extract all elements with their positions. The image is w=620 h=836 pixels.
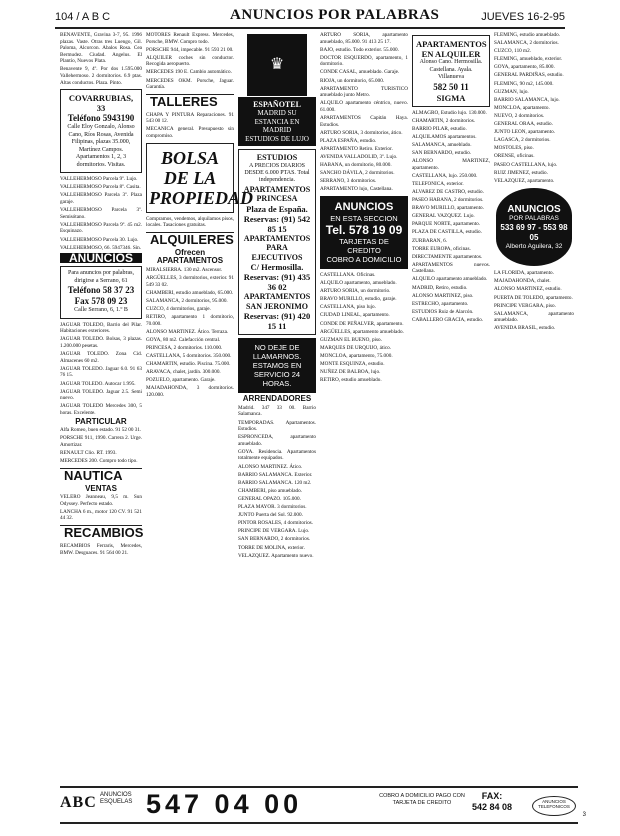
classified-ad: HABANA, un dormitorio, 80.000. (320, 162, 392, 169)
classified-ad: RECAMBIOS Ferraris, Mercedes, BMW. Desguaces. 91 564 00 21. (60, 543, 142, 556)
fax-label: FAX: (481, 791, 503, 801)
classified-ad: JAGUAR TOLEDO, Barrio del Pilar. Habitaciones exteriores. (60, 321, 142, 335)
classified-ad: ALQUILAMOS apartamentos. (412, 133, 477, 140)
classified-ad: MERCEDES 200. Compro todo tipo. (60, 457, 138, 464)
box-ad-text: Calle Eloy Gonzalo, Alonso Cano, Ríos Rosas, Avenida Filipinas, plazas 35.000, Martínez Campos. Apartamentos 1, 2, 3 dormitorios. Visitas. (67, 124, 135, 168)
classified-ad: GENERAL OPAZO. 105.000. (238, 495, 301, 502)
classified-ad: ALQUILER coches sin conductor. Recogida aeropuerto. (146, 54, 234, 68)
classified-ad: BARRIO SALAMANCA. Exterior. (238, 471, 313, 478)
classified-ad: CHAMARTIN, 2 dormitorios. (412, 117, 476, 124)
classified-ad: MARQUES DE URQUIJO, ático. (320, 344, 392, 351)
classified-ad: ARTURO SORIA, un dormitorio. (320, 288, 391, 295)
classified-ad: VALLEHERMOSO Parcela 9º. Lujo. (60, 176, 138, 183)
box-heading: ESTUDIOS (256, 153, 298, 162)
classified-ad: TORRE EUROPA, oficinas. (412, 245, 471, 252)
covarrubias-box-ad (60, 89, 142, 173)
footer-subtitle: ANUNCIOS ESQUELAS (100, 792, 133, 805)
classified-ad: CUZCO, 110 m2. (494, 48, 531, 55)
classified-ad: GENERAL ORAA, estudio. (494, 121, 553, 128)
particular-label: PARTICULAR (75, 416, 127, 426)
classified-ad: MECANICA general. Presupuesto sin compromiso. (146, 126, 234, 140)
classified-ad: TELEFONICA, exterior. (412, 180, 464, 187)
classified-ad: RIOJA, un dormitorio, 65.000. (320, 77, 385, 84)
classified-ad: FLEMING, estudio amueblado. (494, 32, 560, 38)
classified-ad: PLAZA DE CASTILLA, estudio. (412, 229, 482, 236)
fax-number: 542 84 08 (472, 802, 513, 812)
classified-ad: APARTAMENTOS nuevos. Castellana. (412, 261, 490, 275)
box-ad-name: SIGMA (436, 92, 466, 103)
classified-ad: APARTAMENTO Retiro. Exterior. (320, 145, 393, 152)
classified-ad: PLAZA ESPAÑA, estudio. (320, 137, 377, 144)
box-ad-phone: 582 50 11 (433, 81, 469, 92)
column-2 (146, 32, 254, 722)
classified-ad: LANCHA 6 m., motor 120 CV. 91 521 44 32. (60, 508, 142, 522)
classified-ad: Benavente 9, 4º. Por dos 1.595.000 Vallehermoso. 2 dormitorios. 6.9 ptas. Altas conductos. Plaza. Pinto. (60, 66, 142, 86)
promo-subtitle: EN ESTA SECCION (330, 213, 398, 223)
classified-ad: SALAMANCA, 2 dormitorios. (494, 40, 559, 47)
apartamentos-label: APARTAMENTOS (156, 256, 224, 266)
column-3 (238, 32, 316, 722)
classified-ad: POZUELO, apartamento. Garaje. (146, 377, 216, 384)
classified-ad: VELERO Jeanneau, 9,5 m. Sun Odyssey. Perfecto estado. (60, 494, 142, 507)
classified-ad: ARGÜELLES, apartamento amueblado. (320, 328, 404, 335)
hotel-tagline: MADRID SU ESTANCIA EN MADRID (254, 109, 300, 134)
classified-ad: CHAMARTIN, estudio. Piscina. 75.000. (146, 361, 231, 368)
classified-ad: MERCEDES 190 E. Cambio automático. (146, 69, 232, 76)
classified-ad: RENAULT Clio. RT. 1993. (60, 449, 117, 456)
classified-ad: ESTUDIOS Ruiz de Alarcón. (412, 308, 474, 315)
classified-ad: ALONSO MARTINEZ, estudio. (494, 286, 562, 293)
classified-ad: ALQUILO apartamento amueblado. (412, 276, 488, 283)
classified-ad: GOYA. Residencia. Apartamentos totalmente equipados. (238, 448, 316, 462)
classified-ad: RUIZ JIMENEZ, estudio. (494, 169, 548, 176)
classified-ad: MOTORES Renault Express. Mercedes, Porsche, BMW. Compro todo. (146, 32, 234, 45)
page-header (55, 5, 565, 29)
contact-address: Calle Serrano, 6, 1.º B (74, 307, 128, 314)
bolsa-propiedad-ad: BOLSA DE LA PROPIEDAD (146, 143, 234, 213)
classified-ad: TEMPORADAS. Apartamentos. Estudios. (238, 419, 316, 433)
promo-cards: TARJETAS DE CREDITO (339, 236, 389, 255)
promo-title: NO DEJE DE LLAMARNOS. ESTAMOS EN SERVICIO 24 HORAS. (252, 343, 302, 389)
classified-ad: CUZCO, 4 dormitorios, garaje. (146, 305, 211, 312)
classified-ad: Compramos, vendemos, alquilamos pisos, locales. Tasaciones gratuitas. (146, 215, 234, 229)
classified-ad: VALLEHERMOSO Parcela 3º. Plaza garaje. (60, 192, 142, 206)
promo-subtitle: POR PALABRAS (509, 214, 559, 222)
classified-ad: PUERTA DE TOLEDO, apartamento. (494, 294, 573, 301)
classified-ad: MOSTOLES, piso. (494, 145, 534, 152)
classified-ad: MAJADAHONDA, chalet. (494, 278, 551, 285)
apartamentos-ejecutivos-ad (238, 149, 316, 335)
classified-ad: GUZMAN EL BUENO, piso. (320, 336, 382, 343)
classified-ad: JAGUAR TOLEDO. Jaguar 6.0. 91 63 76 15. (60, 365, 142, 379)
classified-ad: CASTELLANA, 5 dormitorios. 350.000. (146, 353, 232, 360)
promo-title: ANUNCIOS (334, 200, 394, 213)
classified-ad: ALONSO MARTINEZ. Ático. Terraza. (146, 328, 229, 335)
footer-phone: 547 04 00 (146, 789, 303, 819)
classified-ad: MONTE ESQUINZA, estudio. (320, 361, 385, 367)
box-heading: APARTAMENTOS PARA EJECUTIVOS (243, 233, 311, 262)
classified-ad: PRINCIPE VERGARA, piso. (494, 302, 556, 309)
classified-ad: AVENIDA BRASIL, estudio. (494, 325, 556, 332)
classified-ad: ORENSE, oficinas. (494, 153, 535, 160)
box-phone: Reservas: (91) 420 15 11 (243, 311, 311, 332)
classified-ad: Alfa Romeo, buen estado. 91 52 00 31. (60, 427, 142, 434)
classified-ad: GOYA, 80 m2. Calefacción central. (146, 336, 221, 343)
classified-ad: ALMAGRO, Estudio lujo. 130.000. (412, 109, 487, 116)
classified-ad: VALLEHERMOSO, 66. 5947346. Sin. (60, 244, 142, 251)
classified-ad: GENERAL PARDIÑAS, estudio. (494, 72, 564, 79)
classified-ad: ARTURO SORIA, 3 dormitorios, ático. (320, 129, 403, 136)
classified-ad: CABALLERO GRACIA, estudio. (412, 316, 484, 323)
classified-ad: JAGUAR TOLEDO. Bolsas, 3 plazas. 1.200.000 pesetas. (60, 336, 142, 350)
classified-ad: CHAMBERI, estudio amueblado, 65.000. (146, 289, 234, 296)
hotel-crest-icon: ♛ (247, 34, 307, 96)
classified-ad: BRAVO MURILLO, apartamento. (412, 205, 484, 212)
section-alquileres: ALQUILERES (146, 232, 234, 247)
column-5 (412, 32, 490, 722)
classified-ad: CIUDAD LINEAL, apartamento. (320, 312, 390, 319)
classified-ad: PORSCHE 944, impecable. 91 593 21 00. (146, 46, 234, 53)
hotel-sub: ESTUDIOS DE LUJO (245, 134, 309, 143)
espanotel-ad (238, 97, 316, 146)
classified-ad: SANCHO DÁVILA, 2 dormitorios. (320, 170, 395, 177)
classified-ad: VALLEHERMOSO Parcela 30. Lujo. (60, 236, 139, 243)
contact-fax: Fax 578 09 23 (74, 296, 128, 307)
classified-ad: BARRIO SALAMANCA, lujo. (494, 96, 560, 103)
classified-ad: MERCEDES OKM. Porsche, Jaguar. Garantía. (146, 77, 234, 91)
classified-ad: JUNTO LEON, apartamento. (494, 129, 555, 136)
classified-ad: GOYA, apartamento, 85.000. (494, 64, 555, 71)
classified-ad: NUÑEZ DE BALBOA, lujo. (320, 369, 381, 376)
classified-ad: PARQUE NORTE, apartamento. (412, 221, 481, 228)
contact-phone: Teléfono 58 37 23 (67, 285, 135, 296)
classified-ad: CHAPA Y PINTURA Reparaciones. 91 543 00 12. (146, 111, 234, 125)
column-4 (320, 32, 408, 722)
classified-ad: ZURBARAN, 6. (412, 237, 448, 244)
page-number: 3 (582, 812, 586, 818)
classified-ad: ALONSO MARTINEZ, apartamento. (412, 158, 490, 171)
classified-ad: ARAVACA, chalet, jardín. 300.000. (146, 369, 221, 376)
classified-ad: MIRALSIERRA. 130 m2. Ascensor. (146, 267, 223, 273)
classified-ad: BRAVO MURILLO, estudio, garaje. (320, 296, 397, 303)
classified-ad: AVENIDA VALLADOLID, 3º. Lujo. (320, 154, 398, 160)
box-ad-title: APARTAMENTOS EN ALQUILER (416, 39, 487, 59)
classified-ad: PRINCESA, 2 dormitorios. 110.000. (146, 344, 223, 351)
classified-ad: MAJADAHONDA, 3 dormitorios. 120.000. (146, 385, 234, 398)
arrendadores-label: ARRENDADORES (242, 394, 312, 404)
box-phone: Plaza de España. Reservas: (91) 542 85 15 (243, 203, 311, 234)
section-title: ANUNCIOS POR PALABRAS (230, 7, 440, 23)
classified-ad: ESPRONCEDA, apartamento amueblado. (238, 434, 316, 447)
anuncios-seccion-ad (320, 196, 408, 269)
classified-ad: CONDE CASAL, amueblado. Garaje. (320, 69, 400, 76)
classified-ad: PASEO CASTELLANA, lujo. (494, 161, 558, 168)
classified-ad: SALAMANCA, amueblado. (412, 141, 472, 148)
classified-ad: BARRIO PILAR, estudio. (412, 125, 467, 132)
classified-ad: ALONSO MARTINEZ. Ático. (238, 463, 303, 470)
column-1 (60, 32, 142, 722)
box-text: A PRECIOS DIARIOS DESDE 6.000 PTAS. Total independencia. (244, 162, 310, 184)
classified-ad: VALLEHERMOSO Parcela 3º. Semisótano. (60, 207, 142, 220)
promo-title: ANUNCIOS (507, 203, 561, 215)
classified-ad: BARRIO SALAMANCA. 120 m2. (238, 479, 312, 486)
classified-ad: FLEMING, amueblado, exterior. (494, 56, 563, 63)
classified-ad: APARTAMENTOS Capitán Haya. Estudios. (320, 115, 408, 128)
classified-ad: ESTRECHO, apartamento. (412, 300, 469, 307)
box-ad-phone: Teléfono 5943190 (67, 113, 135, 124)
classified-ad: MONCLOA, apartamento, 75.000. (320, 352, 393, 359)
classified-ad: DOCTOR ESQUERDO, apartamento, 1 dormitorio. (320, 54, 408, 68)
box-heading: APARTAMENTOS PRINCESA (243, 184, 311, 204)
classified-ad: VELAZQUEZ. Apartamento nuevo. (238, 552, 314, 559)
classified-ad: SAN BERNARDO, 2 dormitorios. (238, 536, 311, 543)
page-folio: 104 / A B C (55, 11, 111, 23)
ofrecen-label: Ofrecen (174, 247, 206, 257)
classified-ad: CASTELLANA. Oficinas. (320, 271, 376, 278)
classified-ad: RETIRO, estudio amueblado. (320, 377, 382, 384)
classified-ad: TORRE DE MOLINA, exterior. (238, 544, 305, 551)
section-recambios: RECAMBIOS (60, 525, 142, 540)
classified-ad: RETIRO, apartamento 1 dormitorio, 70.000. (146, 314, 234, 327)
classified-ad: GENERAL VAZQUEZ. Lujo. (412, 213, 475, 220)
footer-banner (60, 786, 578, 824)
classified-ad: JAGUAR TOLEDO. Zona Cid. Almacenes 60 m2. (60, 351, 142, 364)
sigma-box-ad (412, 35, 490, 107)
promo-phone: 533 69 97 - 553 98 05 (500, 222, 568, 242)
promo-phone: Tel. 578 19 09 (325, 222, 403, 237)
footer-payment-info: COBRO A DOMICILIO PAGO CON TARJETA DE CREDITO (379, 793, 465, 806)
classified-ad: BAJO, estudio. Todo exterior. 55.000. (320, 46, 399, 53)
footer-fax (472, 791, 512, 813)
classified-ad: ALQUILO apartamento céntrico, nuevo. 61.000. (320, 100, 408, 113)
box-heading: APARTAMENTOS SAN JERONIMO (243, 292, 311, 311)
classified-ad: SERRANO, 3 dormitorios. (320, 178, 377, 185)
classified-ad: PINTOR ROSALES, 4 dormitorios. (238, 520, 313, 527)
classified-ad: CONDE DE PEÑALVER, apartamento. (320, 320, 404, 327)
classified-ad: CHAMBERI, piso amueblado. (238, 487, 302, 494)
section-nautica: NAUTICA (60, 468, 142, 483)
classified-ad: GUZMAN, lujo. (494, 88, 529, 95)
telephone-badge-icon: ANUNCIOS TELEFONICOS (532, 796, 576, 816)
classified-ad: NUEVO, 2 dormitorios. (494, 112, 545, 119)
classified-ad: FLEMING, 90 m2, 145.000. (494, 80, 554, 87)
classified-ad: JAGUAR TOLEDO. Autocar 1.995. (60, 380, 136, 387)
classified-ad: ARTURO SORIA, apartamento amueblado, 85.000. 91 413 25 17. (320, 32, 408, 45)
hotel-name: ESPAÑOTEL (253, 100, 301, 109)
classified-ad: APARTAMENTO TURISTICO amueblado junto Metro. (320, 85, 408, 99)
ventas-label: VENTAS (85, 483, 117, 493)
classified-ad: JUNTO Puerta del Sol. 92.000. (238, 512, 303, 519)
classified-ad: SALAMANCA, 2 dormitorios, 95.000. (146, 297, 228, 304)
classified-ad: MONCLOA, apartamento. (494, 104, 550, 111)
classified-ad: LA FLORIDA, apartamento. (494, 270, 554, 277)
anuncios-palabras-ad (496, 188, 572, 266)
classified-ad: VALLEHERMOSO Parcela 8º. Casita. (60, 184, 141, 191)
classified-ad: ALVAREZ DE CASTRO, estudio. (412, 188, 484, 195)
promo-address: Alberto Aguilera, 32 (505, 242, 563, 250)
classified-ad: DIRECTAMENTE apartamentos. (412, 253, 483, 260)
section-talleres: TALLERES (146, 94, 234, 109)
box-ad-text: Alonso Cano. Hermosilla. Castellana. Ayala. Villanueva (419, 59, 483, 80)
classified-ad: PORSCHE 911, 1990. Carrera 2. Urge. Amortizar. (60, 435, 142, 448)
classified-ad: JAGUAR TOLEDO. Jaguar 2.5. Semi nuevo. (60, 388, 142, 402)
classified-ad: MADRID, Retiro, estudio. (412, 284, 468, 291)
box-ad-title: COVARRUBIAS, 33 (68, 93, 134, 114)
abc-logo: ABC (60, 794, 97, 811)
anuncios-banner: ANUNCIOS (60, 253, 142, 264)
classified-ad: JAGUAR TOLEDO Mercedes 300, 5 horas. Excelente. (60, 403, 142, 416)
contact-text: Para anuncios por palabras, dirigirse a Serrano, 61 (68, 270, 134, 284)
classified-ad: ALQUILO apartamento, amueblado. (320, 280, 397, 287)
classified-ad: VELAZQUEZ, apartamento. (494, 177, 555, 184)
classified-ad: ARGÜELLES, 3 dormitorios, exterior. 91 549 33 02. (146, 275, 234, 288)
classified-ad: PRINCIPE DE VERGARA. Lujo. (238, 528, 310, 535)
classified-ad: LAGASCA, 2 dormitorios. (494, 137, 551, 144)
column-6 (494, 32, 574, 722)
servicio-24h-ad (238, 338, 316, 393)
classified-ad: ALONSO MARTINEZ, piso. (412, 292, 474, 299)
classified-ad: VALLEHERMOSO Parcela 9º. 45 m2. Esquinazo. (60, 221, 142, 235)
classified-ad: BENAVENTE, Gravina 3-7, 95. 1996 plazas. Vaste. Otras tres Luengo, Gil. Paloma, Alcorcon. Abalos Rosa. Cea Bermudez. Ciudad. Angelus. El Plantío, Nuevos Plata. (60, 32, 142, 65)
classified-ad: PLAZA MAYOR. 3 dormitorios. (238, 504, 307, 511)
classified-ad: APARTAMENTO lujo, Castellana. (320, 186, 393, 193)
classified-ad: PASEO HABANA, 2 dormitorios. (412, 197, 484, 204)
classified-ad: CASTELLANA, lujo. 250.000. (412, 172, 478, 179)
promo-cobro: COBRO A DOMICILIO (326, 254, 402, 264)
anuncios-contact-box (60, 266, 142, 319)
classified-ad: Madrid. 347 33 00. Barrio Salamanca. (238, 404, 316, 418)
classified-ad: SALAMANCA, apartamento amueblado. (494, 310, 574, 324)
classified-ad: CASTELLANA, piso lujo. (320, 304, 376, 311)
classified-ad: SAN BERNARDO, estudio. (412, 149, 472, 156)
box-phone: C/ Hermosilla. Reservas: (91) 435 36 02 (243, 262, 311, 293)
issue-date: JUEVES 16-2-95 (481, 11, 565, 23)
